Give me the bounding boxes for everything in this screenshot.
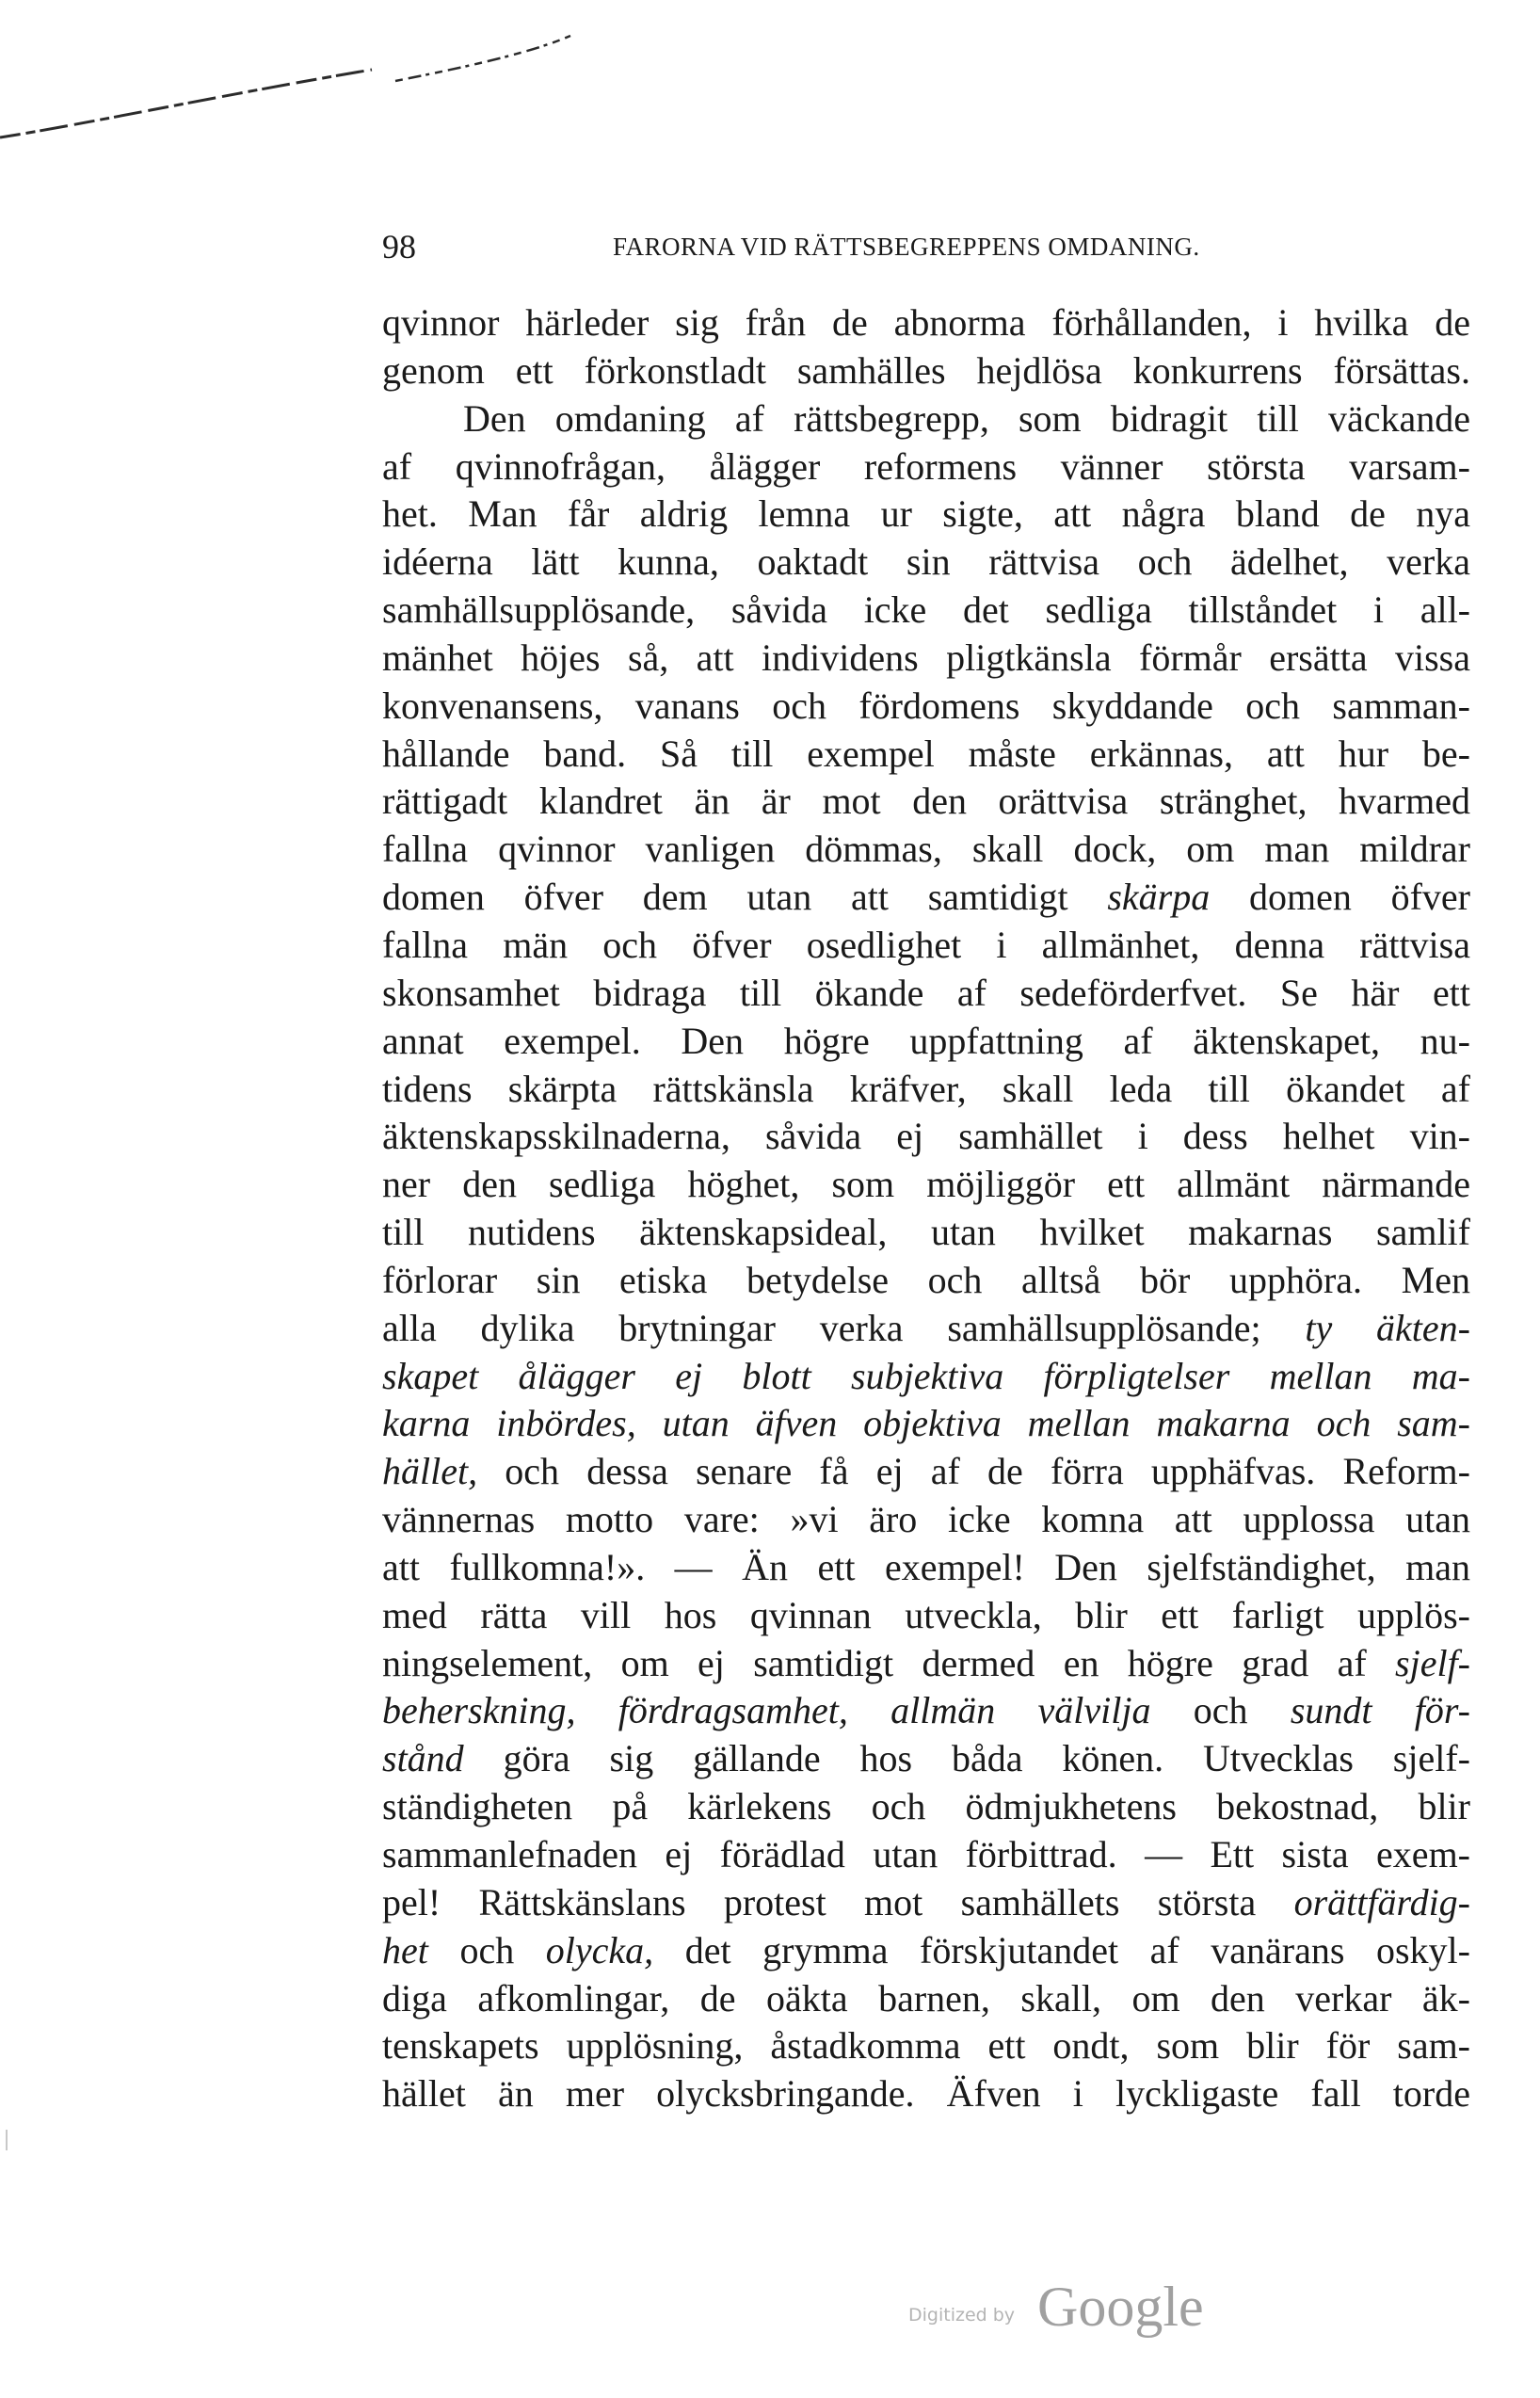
text-segment: annat exempel. Den högre uppfattning af äktenskapet, nu- (382, 1019, 1470, 1062)
text-line (382, 1113, 1470, 1161)
italic-text-segment: skapet ålägger ej blott subjektiva förpligtelser mellan ma- (382, 1354, 1470, 1397)
text-segment: det grymma förskjutandet af vanärans oskyl- (653, 1928, 1470, 1972)
scan-dash-line (0, 70, 372, 137)
text-segment: ner den sedliga höghet, som möjliggör ett allmänt närmande (382, 1163, 1470, 1206)
text-line (382, 1161, 1470, 1209)
text-segment: förlorar sin etiska betydelse och alltså bör upphöra. Men (382, 1258, 1470, 1301)
text-line (382, 1544, 1470, 1592)
text-line (382, 826, 1470, 874)
text-line (382, 683, 1470, 731)
text-line (382, 1066, 1470, 1114)
text-line (382, 1018, 1470, 1066)
italic-text-segment: orättfärdig- (1293, 1880, 1470, 1923)
text-segment: göra sig gällande hos båda könen. Utvecklas sjelf- (463, 1737, 1470, 1780)
italic-text-segment: ty äkten- (1305, 1306, 1470, 1349)
text-line (382, 874, 1470, 922)
text-line (382, 1496, 1470, 1544)
text-segment: och (427, 1928, 546, 1972)
text-segment: hållande band. Så till exempel måste erkännas, att hur be- (382, 732, 1470, 775)
text-segment: ningselement, om ej samtidigt dermed en högre grad af (382, 1641, 1396, 1684)
text-segment: ständigheten på kärlekens och ödmjukhetens bekostnad, blir (382, 1785, 1470, 1828)
text-line (382, 1592, 1470, 1640)
italic-text-segment: sundt för- (1290, 1689, 1470, 1732)
text-segment: vännernas motto vare: »vi äro icke komna att upplossa utan (382, 1498, 1470, 1541)
text-segment: fallna qvinnor vanligen dömmas, skall dock, om man mildrar (382, 828, 1470, 871)
text-line (382, 1640, 1470, 1688)
text-segment: hället än mer olycksbringande. Äfven i lyckligaste fall torde (382, 2072, 1470, 2116)
page-number: 98 (382, 228, 416, 266)
text-segment: skonsamhet bidraga till ökande af sedeförderfvet. Se här ett (382, 971, 1470, 1014)
text-segment: fallna män och öfver osedlighet i allmänhet, denna rättvisa (382, 923, 1470, 966)
text-line (382, 443, 1470, 491)
text-line (382, 347, 1470, 395)
text-line (382, 539, 1470, 587)
text-segment: alla dylika brytningar verka samhällsupplösande; (382, 1306, 1306, 1349)
text-line (382, 1353, 1470, 1401)
text-segment: qvinnor härleder sig från de abnorma förhållanden, i hvilka de (382, 301, 1470, 344)
text-line (382, 1305, 1470, 1353)
text-segment: till nutidens äktenskapsideal, utan hvilket makarnas samlif (382, 1211, 1470, 1254)
text-line (382, 491, 1470, 539)
text-segment: af qvinnofrågan, ålägger reformens vänner största varsam- (382, 444, 1470, 488)
italic-text-segment: skärpa (1107, 876, 1211, 919)
text-segment: genom ett förkonstladt samhälles hejdlösa konkurrens försättas. (382, 348, 1470, 392)
text-segment: Den omdaning af rättsbegrepp, som bidragit till väckande (463, 396, 1470, 440)
italic-text-segment: karna inbördes, utan äfven objektiva mellan makarna och sam- (382, 1402, 1470, 1445)
text-segment: domen öfver (1210, 876, 1470, 919)
text-segment: tenskapets upplösning, åstadkomma ett ondt, som blir för sam- (382, 2024, 1470, 2068)
text-line (382, 1735, 1470, 1783)
text-line (382, 299, 1470, 347)
text-line (382, 395, 1470, 443)
text-line (382, 635, 1470, 683)
text-line (382, 1975, 1470, 2023)
text-line (382, 1257, 1470, 1305)
text-segment: sammanlefnaden ej förädlad utan förbittrad. — Ett sista exem- (382, 1833, 1470, 1875)
running-head: FARORNA VID RÄTTSBEGREPPENS OMDANING. (613, 233, 1200, 261)
text-line (382, 587, 1470, 635)
italic-text-segment: het (382, 1928, 428, 1972)
google-logo: Google (1037, 2276, 1204, 2338)
italic-text-segment: stånd (382, 1737, 464, 1780)
text-segment: med rätta vill hos qvinnan utveckla, blir ett farligt upplös- (382, 1593, 1470, 1636)
text-line (382, 1927, 1470, 1975)
text-segment: äktenskapsskilnaderna, såvida ej samhället i dess helhet vin- (382, 1115, 1470, 1158)
italic-text-segment: olycka, (545, 1928, 654, 1972)
text-line (382, 1879, 1470, 1927)
text-line (382, 970, 1470, 1018)
italic-text-segment: hället, (382, 1450, 478, 1493)
text-segment: mänhet höjes så, att individens pligtkänsla förmår ersätta vissa (382, 636, 1470, 679)
text-segment: pel! Rättskänslans protest mot samhällets största (382, 1880, 1294, 1923)
text-segment: och (1150, 1689, 1291, 1732)
text-segment: idéerna lätt kunna, oaktadt sin rättvisa och ädelhet, verka (382, 540, 1470, 584)
text-segment: konvenansens, vanans och fördomens skyddande och samman- (382, 684, 1470, 727)
italic-text-segment: beherskning, fördragsamhet, allmän välvilja (382, 1689, 1151, 1732)
text-segment: tidens skärpta rättskänsla kräfver, skall leda till ökandet af (382, 1067, 1470, 1110)
text-line (382, 731, 1470, 779)
text-line (382, 1400, 1470, 1448)
italic-text-segment: sjelf- (1395, 1641, 1470, 1684)
text-line (382, 1448, 1470, 1496)
text-line (382, 2022, 1470, 2070)
text-line (382, 1831, 1470, 1879)
text-line (382, 2070, 1470, 2118)
digitized-by-label: Digitized by (908, 2305, 1016, 2326)
text-line (382, 922, 1470, 970)
text-line (382, 1209, 1470, 1257)
text-segment: och dessa senare få ej af de förra upphäfvas. Reform- (477, 1450, 1470, 1493)
scan-dash-line (395, 36, 570, 81)
text-line (382, 1687, 1470, 1735)
scan-edge-mark (6, 2130, 8, 2150)
text-segment: rättigadt klandret än är mot den orättvisa stränghet, hvarmed (382, 780, 1470, 823)
text-segment: att fullkomna!». — Än ett exempel! Den sjelfständighet, man (382, 1545, 1470, 1588)
body-text (382, 299, 1470, 2118)
text-line (382, 778, 1470, 826)
text-line (382, 1783, 1470, 1831)
text-segment: domen öfver dem utan att samtidigt (382, 876, 1108, 919)
text-segment: het. Man får aldrig lemna ur sigte, att några bland de nya (382, 492, 1470, 536)
text-segment: diga afkomlingar, de oäkta barnen, skall, om den verkar äk- (382, 1976, 1470, 2020)
text-segment: samhällsupplösande, såvida icke det sedliga tillståndet i all- (382, 588, 1470, 632)
scan-artifact-marks (0, 0, 584, 151)
